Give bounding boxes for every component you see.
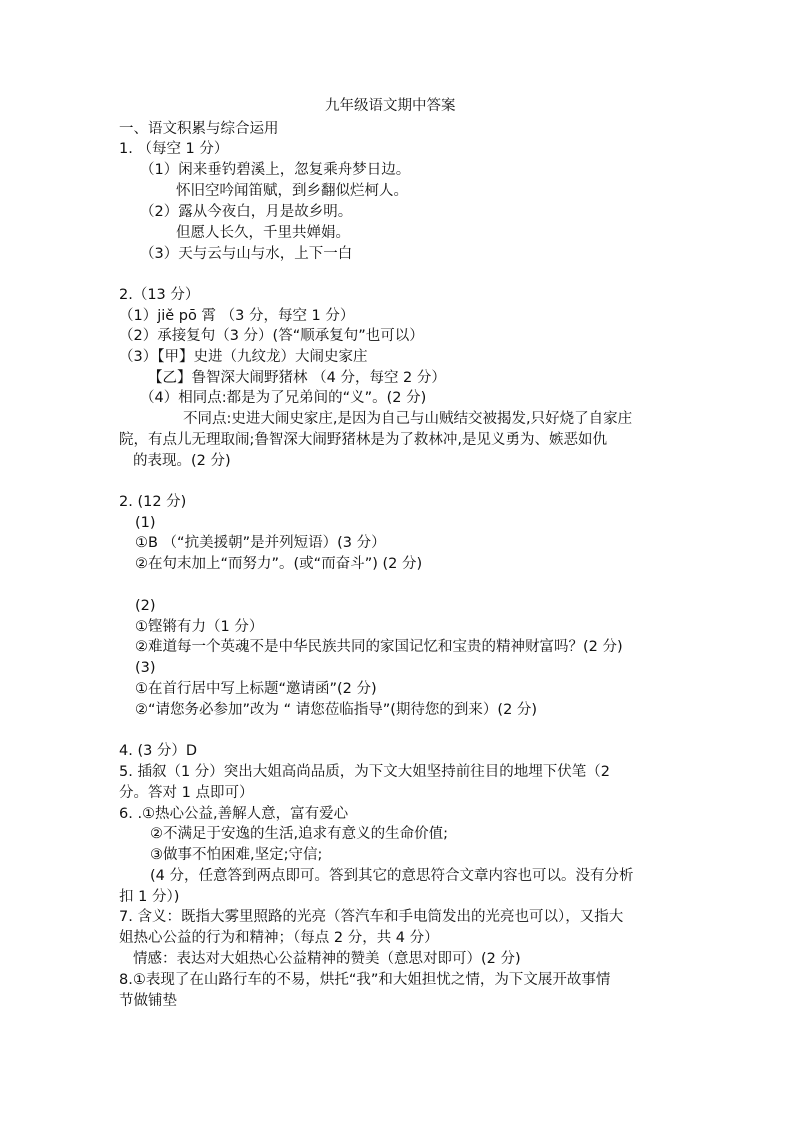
answer-line: 【乙】鲁智深大闹野猪林 （4 分，每空 2 分）	[148, 370, 446, 386]
answer-line: ①在首行居中写上标题“邀请函”(2 分)	[135, 681, 377, 697]
answer-line: (4 分，任意答到两点即可。答到其它的意思符合文章内容也可以。没有分析	[150, 868, 634, 884]
answer-line: ②不满足于安逸的生活,追求有意义的生命价值;	[150, 826, 448, 842]
answer-line: ①B （“抗美援朝”是并列短语）(3 分）	[135, 535, 386, 551]
answer-line: 2.（13 分）	[119, 287, 200, 303]
answer-line: （1）jiě pō 霄 （3 分，每空 1 分）	[119, 308, 355, 324]
answer-line: 但愿人长久，千里共婵娟。	[176, 225, 350, 241]
answer-line: 4. (3 分）D	[119, 743, 198, 759]
answer-line: （3）【甲】史进（九纹龙）大闹史家庄	[119, 349, 368, 365]
answer-line: 2. (12 分)	[119, 494, 187, 510]
answer-line: （2）承接复句（3 分）(答“顺承复句”也可以）	[119, 328, 424, 344]
answer-line: ②“请您务必参加”改为 “ 请您莅临指导”(期待您的到来）(2 分)	[135, 702, 538, 718]
document-title: 九年级语文期中答案	[325, 98, 456, 114]
answer-line: ②难道每一个英魂不是中华民族共同的家国记忆和宝贵的精神财富吗？(2 分)	[135, 639, 623, 655]
answer-line: （1）闲来垂钓碧溪上，忽复乘舟梦日边。	[140, 162, 411, 178]
answer-line: ②在句末加上“而努力”。(或“而奋斗”) (2 分)	[135, 556, 423, 572]
answer-line: 扣 1 分）)	[119, 889, 180, 905]
answer-line: （2）露从今夜白，月是故乡明。	[140, 204, 353, 220]
answer-line: ③做事不怕困难,坚定;守信;	[150, 847, 323, 863]
answer-line: （4）相同点:都是为了兄弟间的“义”。(2 分)	[140, 390, 427, 406]
answer-line: （3）天与云与山与水，上下一白	[140, 246, 353, 262]
answer-line: (3)	[135, 660, 156, 676]
section-heading: 一、语文积累与综合运用	[119, 121, 279, 137]
answer-line: 分。答对 1 点即可）	[119, 785, 254, 801]
answer-line: 怀旧空吟闻笛赋，到乡翻似烂柯人。	[176, 183, 408, 199]
answer-line: 1. （每空 1 分）	[119, 141, 229, 157]
answer-line: (2)	[135, 598, 156, 614]
answer-line: 姐热心公益的行为和精神；（每点 2 分，共 4 分）	[119, 930, 439, 946]
answer-line: 院，有点儿无理取闹;鲁智深大闹野猪林是为了救林冲,是见义勇为、嫉恶如仇	[119, 432, 607, 448]
answer-line: 8.①表现了在山路行车的不易，烘托“我”和大姐担忧之情，为下文展开故事情	[119, 972, 611, 988]
answer-line: ①铿锵有力（1 分）	[135, 619, 264, 635]
answer-line: 不同点:史进大闹史家庄,是因为自己与山贼结交被揭发,只好烧了自家庄	[183, 411, 633, 427]
answer-line: 7. 含义：既指大雾里照路的光亮（答汽车和手电筒发出的光亮也可以），又指大	[119, 909, 624, 925]
answer-line: 节做铺垫	[119, 993, 177, 1009]
answer-line: 情感：表达对大姐热心公益精神的赞美（意思对即可）(2 分)	[133, 951, 521, 967]
answer-line: 5. 插叙（1 分）突出大姐高尚品质，为下文大姐坚持前往目的地埋下伏笔（2	[119, 764, 611, 780]
answer-line: (1)	[135, 515, 156, 531]
answer-line: 的表现。(2 分)	[133, 453, 231, 469]
answer-line: 6. .①热心公益,善解人意，富有爱心	[119, 806, 349, 822]
